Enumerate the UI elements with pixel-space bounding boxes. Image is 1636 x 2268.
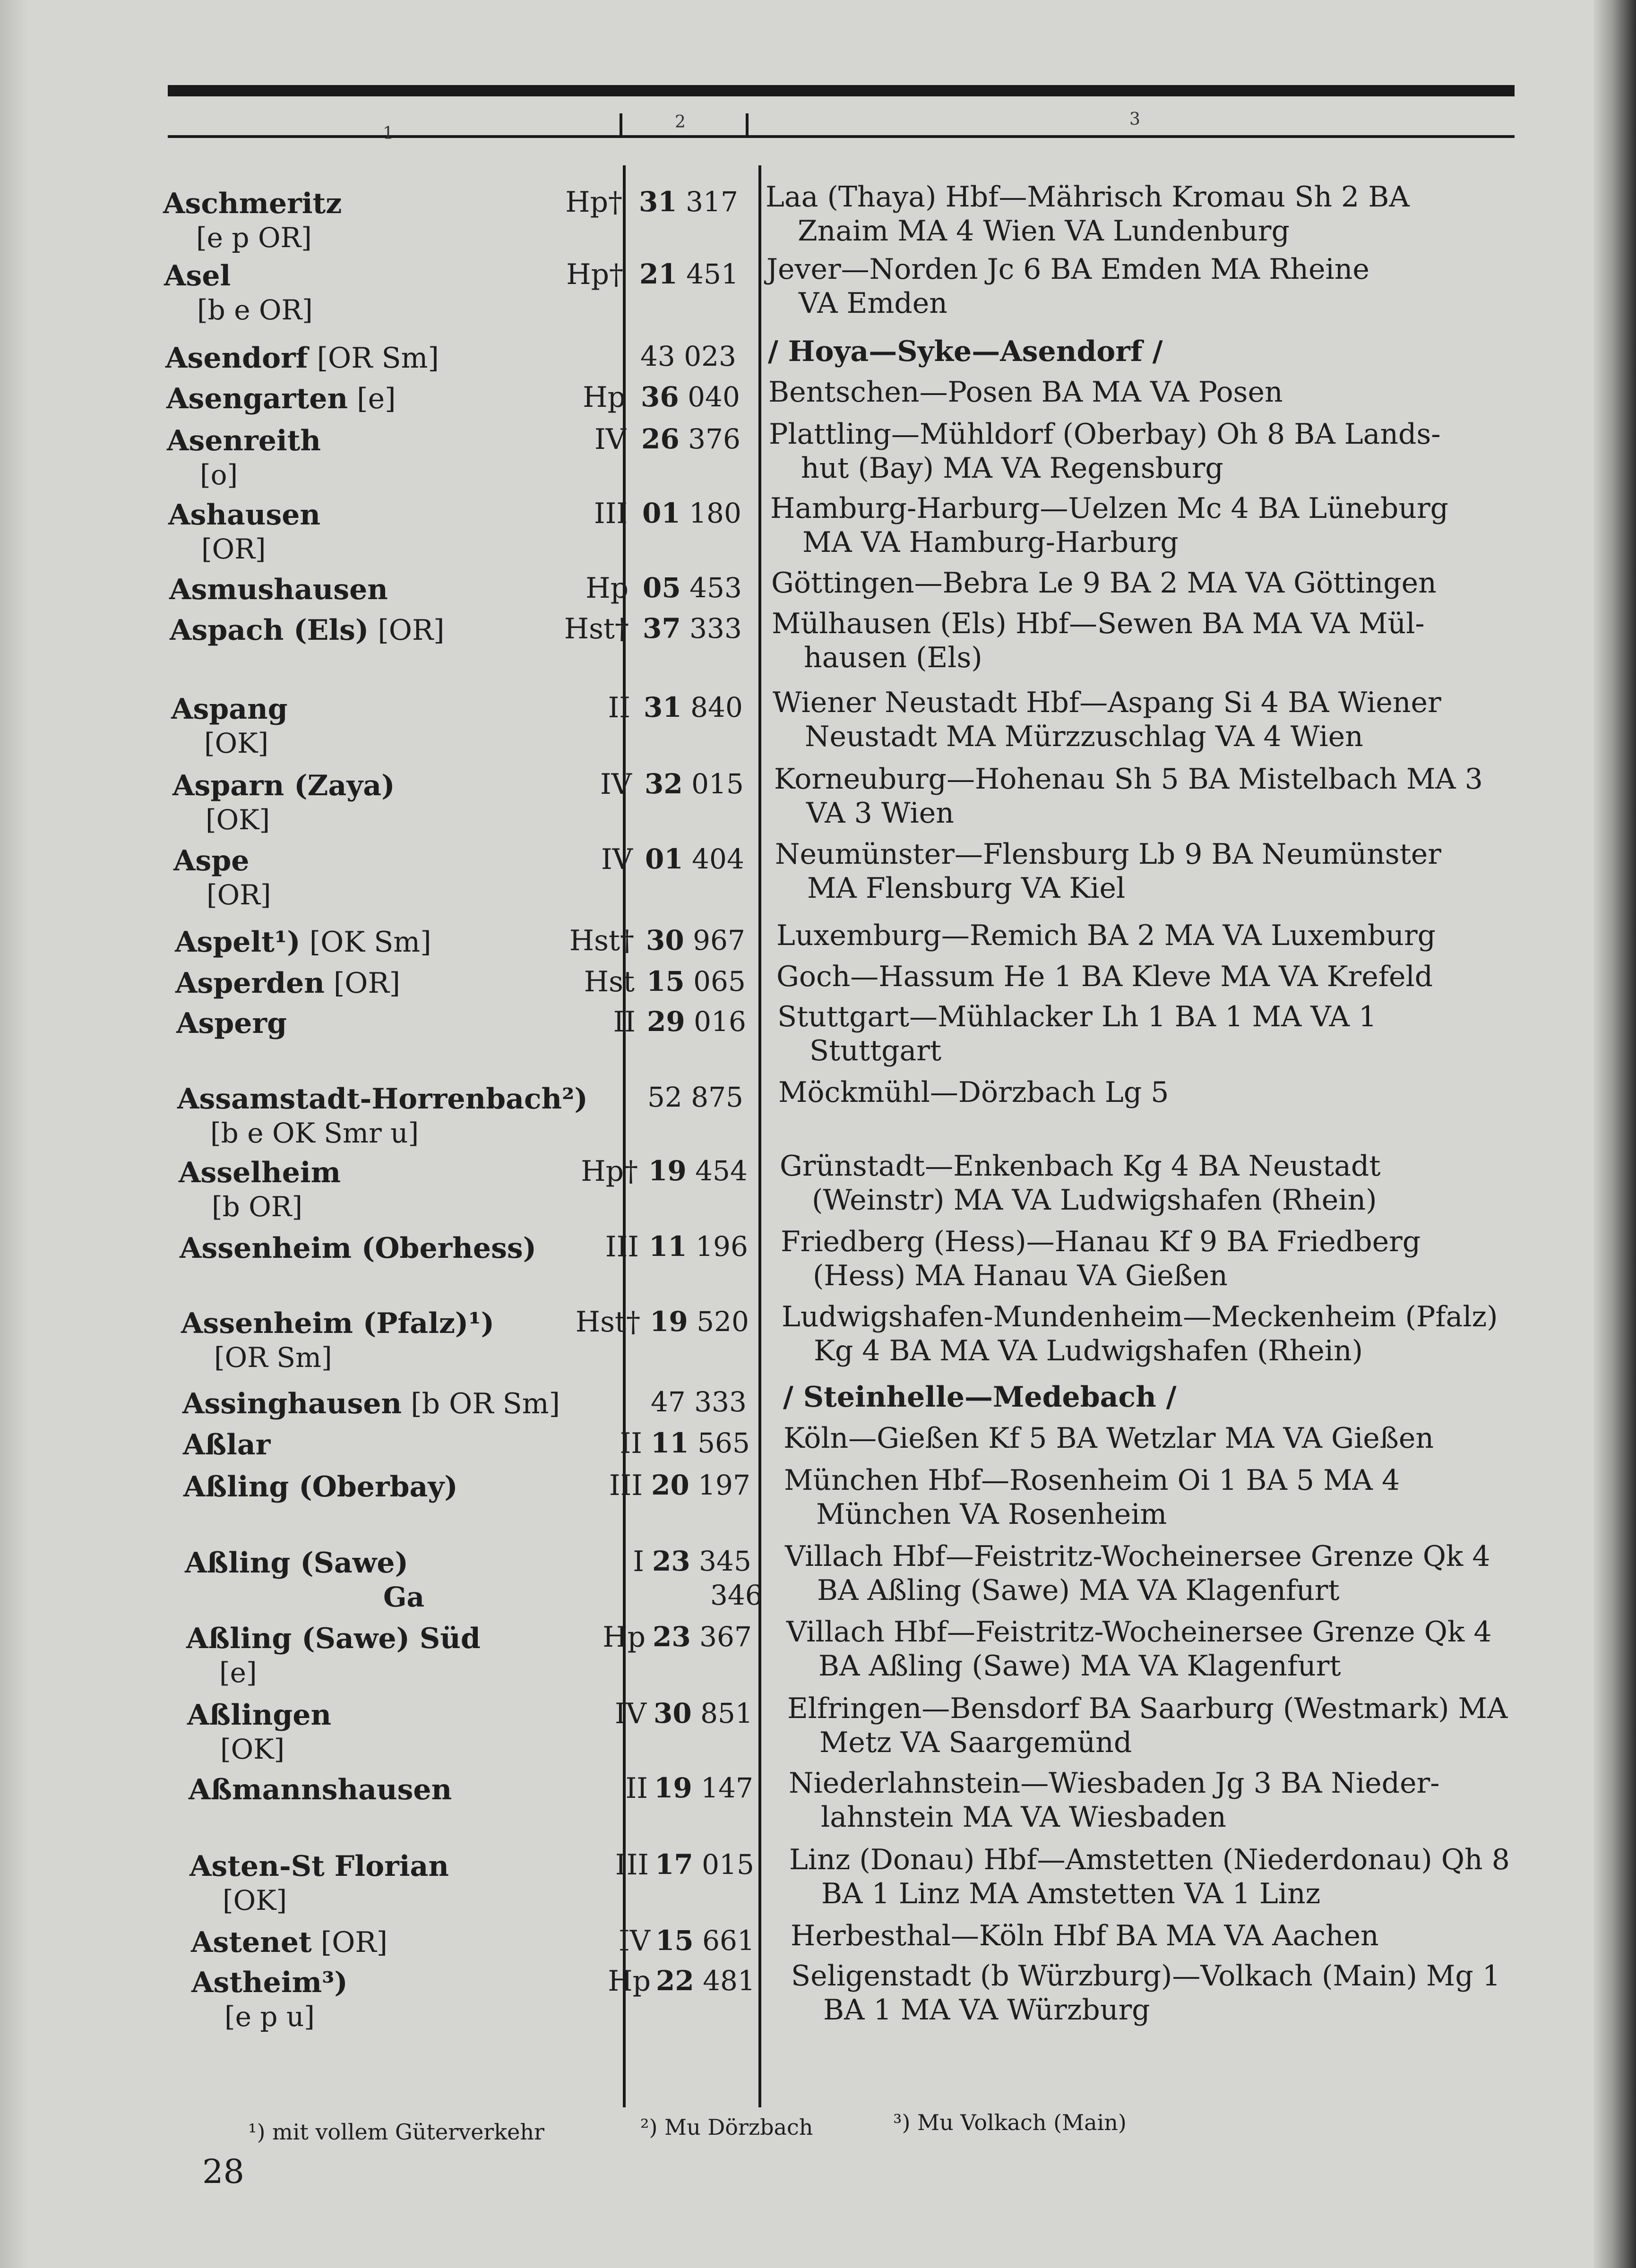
station-code-prefix: 19	[648, 1155, 687, 1187]
station-code-prefix: 01	[645, 843, 683, 875]
route-line: VA 3 Wien	[806, 797, 954, 830]
station-code-prefix: 30	[646, 924, 684, 956]
route-line: Bentschen—Posen BA MA VA Posen	[768, 376, 1283, 409]
route-line: MA VA Hamburg-Harburg	[802, 526, 1179, 559]
route-line: Kg 4 BA MA VA Ludwigshafen (Rhein)	[814, 1334, 1363, 1367]
station-code-prefix: 15	[646, 965, 685, 997]
route-line: Elfringen—Bensdorf BA Saarburg (Westmark) MA	[787, 1692, 1508, 1725]
station-name-text: Aßling (Sawe)	[185, 1546, 408, 1580]
route-line: Znaim MA 4 Wien VA Lundenburg	[798, 215, 1290, 248]
station-remark: [OK]	[206, 804, 270, 836]
station-name	[179, 1156, 341, 1190]
station-name	[164, 259, 231, 293]
station-remark: [e p u]	[224, 2001, 315, 2033]
station-remark: [OK Sm]	[300, 926, 431, 959]
station-code	[641, 423, 741, 455]
station-code	[652, 1545, 751, 1577]
route-line: Ludwigshafen-Mundenheim—Meckenheim (Pfalz)	[782, 1300, 1498, 1333]
column-header-3: 3	[1129, 110, 1140, 129]
station-code-prefix: 17	[655, 1848, 693, 1881]
station-code-suffix: 147	[692, 1772, 753, 1804]
route-line: Niederlahnstein—Wiesbaden Jg 3 BA Nieder-	[789, 1767, 1440, 1800]
station-name	[171, 692, 288, 726]
station-code-suffix: 376	[679, 423, 741, 455]
station-remark: [o]	[200, 459, 238, 491]
station-class: III	[594, 497, 628, 530]
station-name-text: Aspach (Els)	[170, 614, 369, 647]
station-code	[639, 186, 738, 218]
route-line: BA 1 MA VA Würzburg	[823, 1993, 1150, 2027]
station-code	[646, 924, 745, 956]
station-name	[175, 925, 431, 959]
station-name	[168, 498, 320, 532]
station-class: Hp	[608, 1965, 651, 1998]
route-line: Grünstadt—Enkenbach Kg 4 BA Neustadt	[780, 1150, 1381, 1183]
station-class: Hst†	[575, 1306, 640, 1339]
station-remark: [OR]	[207, 879, 271, 911]
station-name-text: Asengarten	[166, 382, 348, 415]
station-code	[644, 691, 743, 723]
station-code-prefix: 31	[639, 186, 677, 218]
station-remark: [b OR]	[212, 1191, 303, 1223]
station-name-text: Asperg	[176, 1007, 287, 1040]
station-name-text: Assenheim (Oberhess)	[180, 1232, 537, 1265]
station-name	[186, 1622, 481, 1656]
station-name-text: Aschmeritz	[163, 187, 342, 220]
station-code	[645, 843, 744, 875]
station-name	[183, 1428, 270, 1462]
station-name	[169, 573, 388, 607]
station-code-prefix: 36	[641, 381, 679, 413]
station-code	[649, 1230, 748, 1263]
station-code-suffix: 015	[693, 1848, 754, 1881]
station-name-text: Astenet	[191, 1926, 312, 1959]
station-class: Hp	[603, 1621, 646, 1654]
station-name-text: Astheim³)	[191, 1966, 348, 1999]
route-line: hut (Bay) MA VA Regensburg	[801, 452, 1223, 485]
station-class: IV	[601, 843, 633, 876]
station-name-text: Asparn (Zaya)	[172, 769, 395, 802]
station-name	[183, 1470, 458, 1504]
route-line: Mülhausen (Els) Hbf—Sewen BA MA VA Mül-	[772, 607, 1425, 640]
station-remark: [e]	[348, 382, 396, 415]
station-name	[163, 187, 342, 221]
station-name-text: Aspang	[171, 693, 288, 726]
station-code	[647, 1005, 746, 1038]
station-name	[166, 382, 396, 416]
station-code	[653, 1621, 752, 1653]
station-remark: [OK]	[220, 1733, 285, 1765]
header-divider-1	[620, 113, 622, 137]
station-code-suffix: 967	[684, 924, 745, 956]
station-remark: [OR Sm]	[308, 342, 439, 375]
route-line: / Steinhelle—Medebach /	[783, 1381, 1177, 1414]
station-remark: Ga	[383, 1581, 425, 1613]
route-line: VA Emden	[799, 287, 947, 320]
route-line: Göttingen—Bebra Le 9 BA 2 MA VA Göttingen	[771, 567, 1437, 600]
station-name	[167, 424, 321, 458]
station-code	[654, 1772, 753, 1804]
station-remark: [b e OK Smr u]	[210, 1117, 419, 1149]
station-name	[177, 1082, 588, 1116]
station-class: Hst	[584, 965, 635, 998]
station-name	[187, 1698, 331, 1732]
station-name-text: Aßlingen	[187, 1699, 332, 1732]
station-remark: [b e OR]	[197, 294, 313, 326]
station-class: I	[633, 1545, 644, 1578]
station-code	[656, 1965, 755, 1997]
route-line: BA 1 Linz MA Amstetten VA 1 Linz	[821, 1877, 1321, 1910]
footnote-1: ¹) mit vollem Güterverkehr	[248, 2119, 544, 2145]
route-line: Jever—Norden Jc 6 BA Emden MA Rheine	[766, 253, 1369, 286]
station-code-suffix: 565	[689, 1427, 750, 1459]
station-remark: [OR]	[324, 967, 401, 1000]
station-code-secondary: 346	[710, 1579, 763, 1611]
route-line: Metz VA Saargemünd	[819, 1726, 1132, 1759]
station-code	[651, 1386, 747, 1418]
station-code-prefix: 26	[641, 423, 680, 455]
column-header-2: 2	[675, 112, 686, 132]
station-class: III	[609, 1469, 643, 1502]
station-code	[646, 965, 746, 997]
station-remark: [e p OR]	[196, 222, 312, 254]
page-left-shade	[0, 0, 28, 2268]
station-class: IV	[600, 768, 632, 801]
station-class: Hp†	[566, 258, 623, 291]
route-line: Hamburg-Harburg—Uelzen Mc 4 BA Lüneburg	[770, 492, 1449, 525]
route-line: Neumünster—Flensburg Lb 9 BA Neumünster	[775, 838, 1441, 871]
station-name-text: Aspe	[173, 844, 250, 877]
route-line: Luxemburg—Remich BA 2 MA VA Luxemburg	[776, 919, 1436, 952]
station-code-suffix: 367	[690, 1621, 752, 1653]
station-class: Hst†	[569, 924, 634, 957]
station-name-text: Aßling (Sawe) Süd	[186, 1622, 481, 1655]
station-code-suffix: 661	[693, 1924, 755, 1957]
route-line: (Hess) MA Hanau VA Gießen	[813, 1259, 1228, 1292]
station-name	[191, 1925, 387, 1959]
station-code-suffix: 317	[677, 186, 738, 218]
station-code	[650, 1306, 749, 1338]
station-code-prefix: 37	[643, 612, 681, 644]
route-line: Köln—Gießen Kf 5 BA Wetzlar MA VA Gießen	[784, 1422, 1434, 1455]
station-code-suffix: 197	[689, 1469, 750, 1501]
station-name-text: Asendorf	[165, 342, 308, 375]
station-code-suffix: 454	[686, 1155, 748, 1187]
station-code	[647, 1081, 743, 1113]
station-name	[176, 1006, 287, 1040]
footnote-2: ²) Mu Dörzbach	[640, 2114, 813, 2140]
station-class: III	[605, 1230, 639, 1263]
station-code-prefix: 05	[643, 572, 681, 604]
station-remark: [b OR Sm]	[402, 1387, 560, 1420]
station-code	[655, 1924, 755, 1957]
station-name	[180, 1231, 536, 1265]
station-code	[645, 768, 744, 800]
station-remark: [OK]	[204, 727, 269, 759]
route-line: lahnstein MA VA Wiesbaden	[821, 1801, 1226, 1834]
station-code-suffix: 481	[694, 1965, 755, 1997]
station-code	[642, 497, 741, 529]
station-name-text: Asmushausen	[169, 573, 388, 606]
route-line: Neustadt MA Mürzzuschlag VA 4 Wien	[805, 720, 1363, 753]
page-number: 28	[202, 2152, 245, 2191]
station-name	[189, 1773, 452, 1807]
station-code-prefix: 22	[656, 1965, 694, 1997]
station-code-suffix: 333	[680, 612, 742, 644]
route-line: Stuttgart	[809, 1034, 942, 1067]
station-code-prefix: 31	[644, 691, 682, 723]
station-name	[170, 613, 445, 647]
station-code-prefix: 21	[639, 258, 678, 290]
station-code-suffix: 47 333	[651, 1386, 747, 1418]
station-code	[643, 612, 742, 644]
station-code-suffix: 040	[679, 381, 740, 413]
route-line: Laa (Thaya) Hbf—Mährisch Kromau Sh 2 BA	[766, 180, 1410, 214]
station-name	[191, 1966, 348, 2000]
station-name-text: Asperden	[175, 967, 325, 1000]
station-name-text: Aßling (Oberbay)	[183, 1470, 458, 1503]
route-line: Villach Hbf—Feistritz-Wocheinersee Grenze Qk 4	[785, 1540, 1490, 1573]
station-name-text: Asel	[164, 259, 231, 292]
route-line: Herbesthal—Köln Hbf BA MA VA Aachen	[791, 1919, 1379, 1952]
station-code-prefix: 30	[654, 1697, 692, 1729]
station-code-suffix: 520	[688, 1306, 749, 1338]
station-code-suffix: 015	[682, 768, 744, 800]
route-line: Plattling—Mühldorf (Oberbay) Oh 8 BA Lands-	[769, 418, 1441, 451]
station-code-suffix: 345	[690, 1545, 751, 1577]
station-class: II	[613, 1005, 636, 1039]
route-line: hausen (Els)	[804, 641, 982, 674]
station-remark: [OK]	[223, 1884, 287, 1916]
station-code-prefix: 23	[653, 1621, 691, 1653]
route-line: MA Flensburg VA Kiel	[807, 872, 1126, 905]
route-line: Stuttgart—Mühlacker Lh 1 BA 1 MA VA 1	[777, 1000, 1377, 1033]
column-header-1: 1	[383, 124, 394, 143]
station-name-text: Aßlar	[183, 1428, 271, 1461]
station-code	[651, 1427, 750, 1459]
station-code	[643, 572, 742, 604]
station-code-prefix: 01	[642, 497, 680, 529]
station-code-suffix: 065	[684, 965, 746, 997]
station-remark: [OR Sm]	[214, 1341, 332, 1374]
station-code	[641, 381, 740, 413]
station-name	[189, 1849, 449, 1883]
route-line: Möckmühl—Dörzbach Lg 5	[778, 1076, 1169, 1109]
route-line: Korneuburg—Hohenau Sh 5 BA Mistelbach MA 3	[774, 763, 1483, 796]
station-code-suffix: 52 875	[647, 1081, 743, 1113]
station-name	[175, 966, 400, 1000]
station-class: Hp†	[565, 186, 622, 219]
route-line: Wiener Neustadt Hbf—Aspang Si 4 BA Wiener	[773, 686, 1441, 719]
station-name-text: Assinghausen	[182, 1387, 402, 1420]
station-class: III	[615, 1848, 649, 1881]
column-divider-2	[758, 165, 761, 2107]
station-class: IV	[618, 1924, 650, 1958]
station-code	[655, 1848, 754, 1881]
station-class: Hp	[583, 381, 626, 414]
route-line: Linz (Donau) Hbf—Amstetten (Niederdonau) Qh 8	[789, 1843, 1510, 1876]
station-code-prefix: 20	[651, 1469, 689, 1501]
station-remark: [e]	[219, 1657, 257, 1689]
station-name-text: Asselheim	[179, 1156, 341, 1189]
station-code-prefix: 19	[654, 1772, 692, 1804]
route-line: München VA Rosenheim	[816, 1498, 1167, 1531]
route-line: Villach Hbf—Feistritz-Wocheinersee Grenze Qk 4	[786, 1615, 1492, 1649]
station-code-suffix: 196	[687, 1230, 748, 1263]
station-code-suffix: 404	[683, 843, 744, 875]
station-name	[173, 844, 249, 878]
station-class: Hst†	[564, 612, 629, 645]
station-class: Hp	[586, 572, 629, 605]
station-name-text: Ashausen	[168, 498, 321, 532]
station-remark: [OR]	[311, 1926, 387, 1959]
book-gutter	[1593, 0, 1636, 2268]
station-code-suffix: 016	[685, 1005, 746, 1038]
station-code-suffix: 851	[691, 1697, 753, 1729]
route-line: (Weinstr) MA VA Ludwigshafen (Rhein)	[812, 1184, 1377, 1217]
station-name	[165, 341, 439, 375]
station-code	[639, 258, 739, 290]
station-code-prefix: 11	[651, 1427, 689, 1459]
station-remark: [OR]	[201, 533, 266, 565]
route-line: Goch—Hassum He 1 BA Kleve MA VA Krefeld	[776, 960, 1433, 993]
station-name-text: Assenheim (Pfalz)¹)	[181, 1307, 494, 1340]
station-code-suffix: 180	[680, 497, 741, 529]
header-rule-bottom	[168, 135, 1515, 138]
station-code-prefix: 23	[652, 1545, 690, 1577]
station-name	[172, 769, 395, 803]
station-code-prefix: 32	[645, 768, 683, 800]
station-code-prefix: 11	[649, 1230, 687, 1263]
station-code-suffix: 453	[680, 572, 742, 604]
station-name-text: Asenreith	[167, 424, 321, 457]
station-class: Hp†	[581, 1155, 638, 1188]
station-class: IV	[614, 1697, 646, 1730]
station-code-prefix: 29	[647, 1005, 685, 1038]
station-code-suffix: 451	[677, 258, 739, 290]
route-line: / Hoya—Syke—Asendorf /	[768, 335, 1163, 368]
station-name	[181, 1306, 494, 1340]
station-name-text: Aspelt¹)	[175, 926, 301, 959]
station-name-text: Aßmannshausen	[189, 1773, 452, 1806]
header-divider-2	[746, 113, 749, 137]
station-class: II	[608, 691, 630, 724]
station-code-prefix: 15	[655, 1924, 694, 1957]
station-class: IV	[594, 423, 626, 456]
station-name-text: Asten-St Florian	[189, 1850, 449, 1883]
station-class: II	[625, 1772, 648, 1805]
route-line: Friedberg (Hess)—Hanau Kf 9 BA Friedberg	[781, 1225, 1421, 1258]
footnote-3: ³) Mu Volkach (Main)	[893, 2110, 1127, 2135]
route-line: BA Aßling (Sawe) MA VA Klagenfurt	[818, 1649, 1341, 1683]
route-line: Seligenstadt (b Würzburg)—Volkach (Main) Mg 1	[791, 1959, 1501, 1993]
station-code	[648, 1155, 748, 1187]
station-remark: [OR]	[369, 614, 445, 647]
station-code-suffix: 840	[681, 691, 743, 723]
column-divider-1	[623, 165, 626, 2107]
station-name	[185, 1546, 408, 1580]
station-code	[651, 1469, 750, 1501]
station-code	[640, 340, 736, 372]
route-line: BA Aßling (Sawe) MA VA Klagenfurt	[817, 1574, 1340, 1607]
station-name-text: Assamstadt-Horrenbach²)	[177, 1082, 588, 1116]
station-code-prefix: 19	[650, 1306, 688, 1338]
station-name	[182, 1387, 560, 1421]
station-code-suffix: 43 023	[640, 340, 736, 372]
route-line: München Hbf—Rosenheim Oi 1 BA 5 MA 4	[784, 1464, 1400, 1497]
header-rule-top	[168, 85, 1515, 96]
station-class: II	[620, 1427, 642, 1460]
station-code	[654, 1697, 753, 1729]
